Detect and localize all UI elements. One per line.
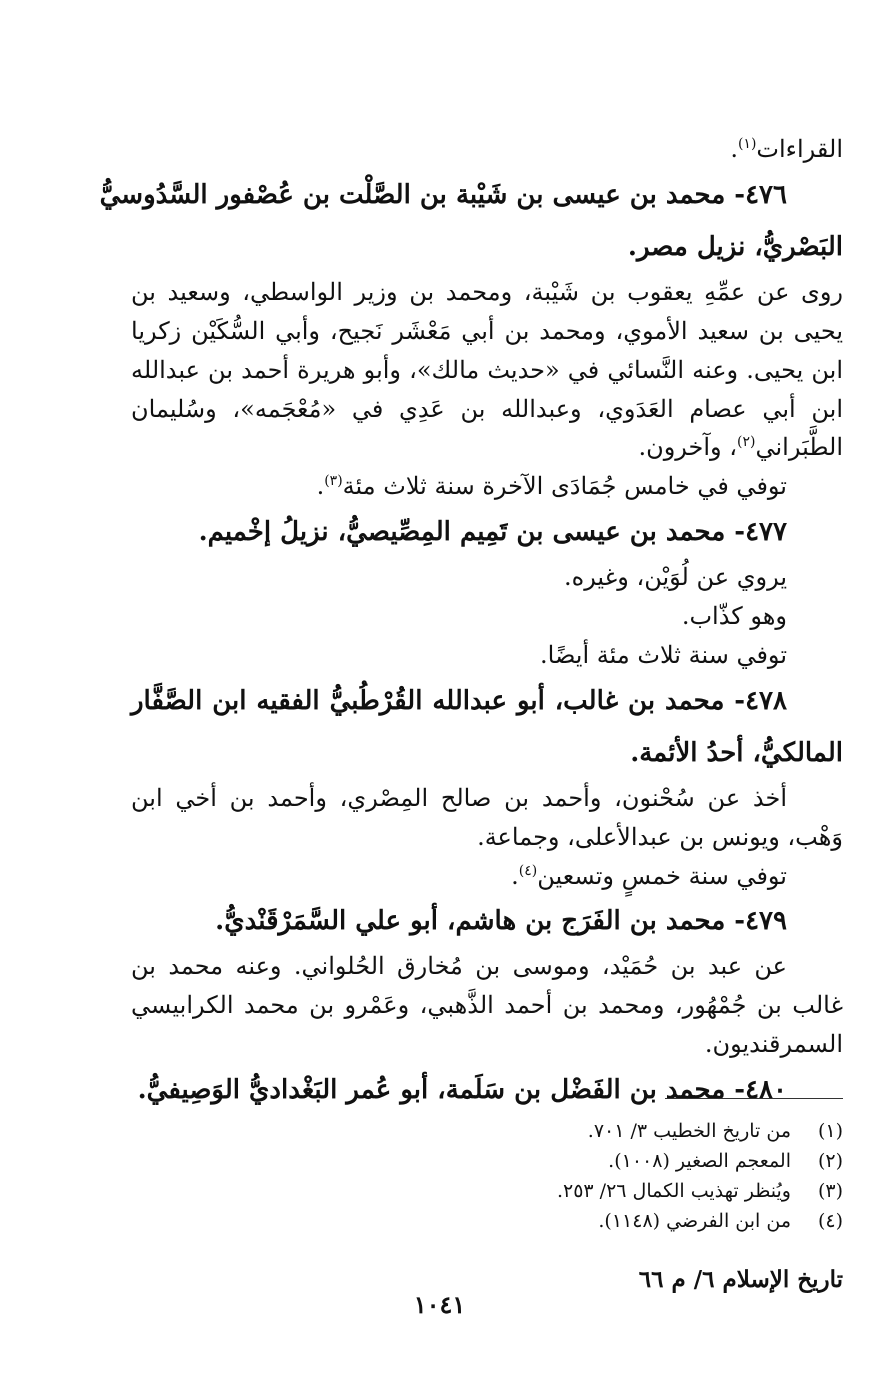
footnote-ref: (١) [737, 136, 757, 152]
page-number: ١٠٤١ [413, 1290, 466, 1319]
footnote-ref: (٤) [518, 862, 538, 879]
death-line [131, 857, 843, 896]
footnote [131, 1206, 843, 1236]
text-line-part: . [316, 472, 325, 501]
text-line: وَهْب، ويونس بن عبدالأعلى، وجماعة. [477, 822, 843, 851]
footnote-text: من تاريخ الخطيب ٣/ ٧٠١. [587, 1120, 791, 1142]
entry-heading-479: ٤٧٩- محمد بن الفَرَج بن هاشم، أبو علي السَّمَرْقَنْديُّ. [215, 906, 787, 937]
main-text [99, 130, 843, 1116]
entry-heading-477: ٤٧٧- محمد بن عيسى بن تَمِيم المِصِّيصيُّ، نزيلُ إخْميم. [198, 517, 787, 548]
text-line-part: ، وآخرون. [638, 433, 738, 462]
text-line: عن عبد بن حُمَيْد، وموسى بن مُخارق الحُلواني. وعنه محمد بن [131, 952, 787, 981]
text-line [131, 130, 843, 169]
text-line: أخذ عن سُحْنون، وأحمد بن صالح المِصْري، وأحمد بن أخي ابن [131, 783, 787, 812]
footnote [131, 1116, 843, 1146]
text-line [131, 428, 843, 467]
running-title: تاريخ الإسلام ٦/ م ٦٦ [638, 1266, 843, 1293]
text-line-part: . [511, 861, 519, 890]
text-line: السمرقنديون. [704, 1030, 843, 1059]
footnote-number: (٣) [817, 1180, 843, 1203]
entry-heading-476: ٤٧٦- محمد بن عيسى بن شَيْبة بن الصَّلْت بن عُصْفور السَّدُوسيُّ [99, 179, 787, 210]
death-line [131, 467, 843, 506]
entry-heading-476-cont: البَصْريُّ، نزيل مصر. [627, 231, 843, 262]
footnote-number: (٢) [817, 1150, 843, 1173]
text-line-part: الطَّبَراني [755, 433, 843, 462]
text-line: ابن أبي عصام العَدَوي، وعبدالله بن عَدِي في «مُعْجَمه»، وسُليمان [131, 394, 843, 423]
text-line: توفي سنة ثلاث مئة أيضًا. [540, 640, 787, 669]
footnote-separator [665, 1098, 843, 1099]
text-line-part: القراءات [756, 135, 843, 163]
text-line: يحيى بن سعيد الأموي، ومحمد بن أبي مَعْشَر نَجيح، وأبي السُّكَيْن زكريا [131, 316, 843, 345]
footnote-text: من ابن الفرضي (١١٤٨). [598, 1210, 791, 1233]
footnote-number: (٤) [817, 1210, 843, 1233]
text-line: وهو كذّاب. [681, 602, 787, 630]
text-line-part: توفي سنة خمسٍ وتسعين [537, 861, 787, 890]
footnote-text: المعجم الصغير (١٠٠٨). [608, 1150, 791, 1173]
entry-heading-478: ٤٧٨- محمد بن غالب، أبو عبدالله القُرْطُبيُّ الفقيه ابن الصَّفَّار [131, 685, 787, 716]
footnote-text: ويُنظر تهذيب الكمال ٢٦/ ٢٥٣. [556, 1180, 791, 1203]
text-line-part: توفي في خامس جُمَادَى الآخرة سنة ثلاث مئة [342, 472, 787, 501]
text-line: روى عن عمِّهِ يعقوب بن شَيْبة، ومحمد بن وزير الواسطي، وسعيد بن [131, 277, 843, 306]
footnote-ref: (٣) [324, 473, 343, 490]
entry-heading-478-cont: المالكيُّ، أحدُ الأئمة. [630, 737, 843, 768]
text-line-part: . [730, 135, 738, 163]
entry-heading-480: ٤٨٠- محمد بن الفَضْل بن سَلَمة، أبو عُمر البَغْداديُّ الوَصِيفيُّ. [137, 1075, 787, 1105]
footnote-number: (١) [817, 1120, 843, 1142]
footnote [131, 1146, 843, 1176]
text-line: ابن يحيى. وعنه النَّسائي في «حديث مالك»، وأبو هريرة أحمد بن عبدالله [131, 355, 843, 384]
footnote-ref: (٢) [737, 434, 756, 451]
text-line: يروي عن لُوَيْن، وغيره. [563, 563, 787, 592]
text-line: غالب بن جُمْهُور، ومحمد بن أحمد الذَّهبي، وعَمْرو بن محمد الكرابيسي [131, 991, 843, 1020]
footnotes [131, 1116, 843, 1236]
footnote [131, 1176, 843, 1206]
